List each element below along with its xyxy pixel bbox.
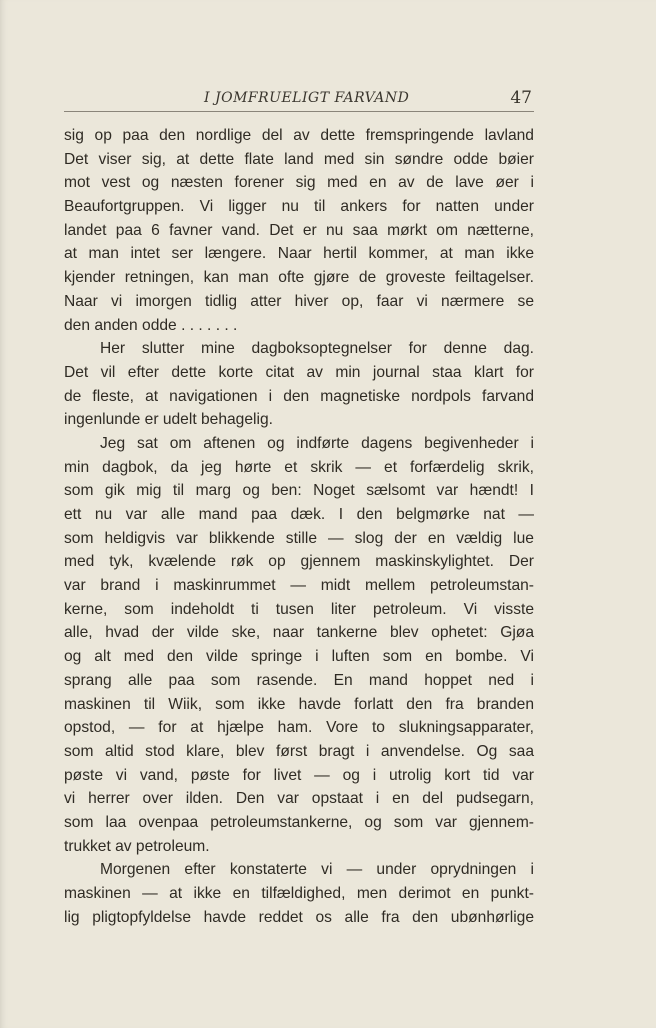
text-line: Her slutter mine dagboksoptegnelser for denne dag. (100, 340, 534, 358)
text-line: maskinen til Wiik, som ikke havde forlatt den fra branden (64, 695, 534, 713)
text-line: vi herrer over ilden. Den var opstaat i en del pudsegarn, (64, 790, 534, 808)
text-line: som gik mig til marg og ben: Noget sælsomt var hændt! I (64, 482, 534, 500)
text-line: landet paa 6 favner vand. Det er nu saa mørkt om nætterne, (64, 221, 534, 239)
text-line: de fleste, at navigationen i den magnetiske nordpols farvand (64, 387, 534, 405)
text-line: maskinen — at ikke en tilfældighed, men derimot en punkt- (64, 885, 534, 902)
text-line: Morgenen efter konstaterte vi — under oprydningen i (100, 861, 534, 879)
text-line: Beaufortgruppen. Vi ligger nu til ankers for natten under (64, 198, 534, 216)
text-line: med tyk, kvælende røk op gjennem maskinskylightet. Der (64, 553, 534, 571)
text-line: Det vil efter dette korte citat av min journal staa klart for (64, 363, 534, 381)
text-line: kjender retningen, kan man ofte gjøre de groveste feiltagelser. (64, 269, 534, 287)
text-line: ingenlunde er udelt behagelig. (64, 411, 273, 429)
text-line: og alt med den vilde springe i luften som en bombe. Vi (64, 648, 534, 666)
text-line: opstod, — for at hjælpe ham. Vore to slukningsapparater, (64, 719, 534, 737)
text-line: Naar vi imorgen tidlig atter hiver op, faar vi nærmere se (64, 292, 534, 310)
running-title: I JOMFRUELIGT FARVAND (204, 90, 410, 106)
text-line: Jeg sat om aftenen og indførte dagens begivenheder i (100, 434, 534, 452)
text-line: trukket av petroleum. (64, 837, 210, 855)
text-line: sig op paa den nordlige del av dette fremspringende lavland (64, 127, 534, 144)
page-number: 47 (510, 88, 532, 108)
page-header (64, 88, 534, 112)
text-line: lig pligtopfyldelse havde reddet os alle fra den ubønhørlige (64, 908, 534, 926)
text-line: var brand i maskinrummet — midt mellem petroleumstan- (64, 577, 534, 595)
text-line: pøste vi vand, pøste for livet — og i utrolig kort tid var (64, 766, 534, 784)
text-line: sprang alle paa som rasende. En mand hoppet ned i (64, 671, 534, 689)
text-line: kerne, som indeholdt ti tusen liter petroleum. Vi visste (64, 600, 534, 618)
text-line: mot vest og næsten forener sig med en av de lave øer i (64, 174, 534, 192)
body-text (64, 124, 534, 929)
text-line: ett nu var alle mand paa dæk. I den belgmørke nat — (64, 506, 534, 523)
text-line: alle, hvad der vilde ske, naar tankerne blev ophetet: Gjøa (64, 624, 534, 642)
text-line: Det viser sig, at dette flate land med sin søndre odde bøier (64, 150, 534, 168)
text-line: at man intet ser længere. Naar hertil kommer, at man ikke (64, 245, 534, 263)
text-line: som altid stod klare, blev først bragt i anvendelse. Og saa (64, 742, 534, 760)
text-line: som laa ovenpaa petroleumstankerne, og som var gjennem- (64, 813, 534, 831)
text-line: den anden odde . . . . . . . (64, 316, 238, 334)
text-line: min dagbok, da jeg hørte et skrik — et forfærdelig skrik, (64, 458, 534, 476)
text-line: som heldigvis var blikkende stille — slog der en vældig lue (64, 529, 534, 547)
header-rule (64, 111, 534, 112)
